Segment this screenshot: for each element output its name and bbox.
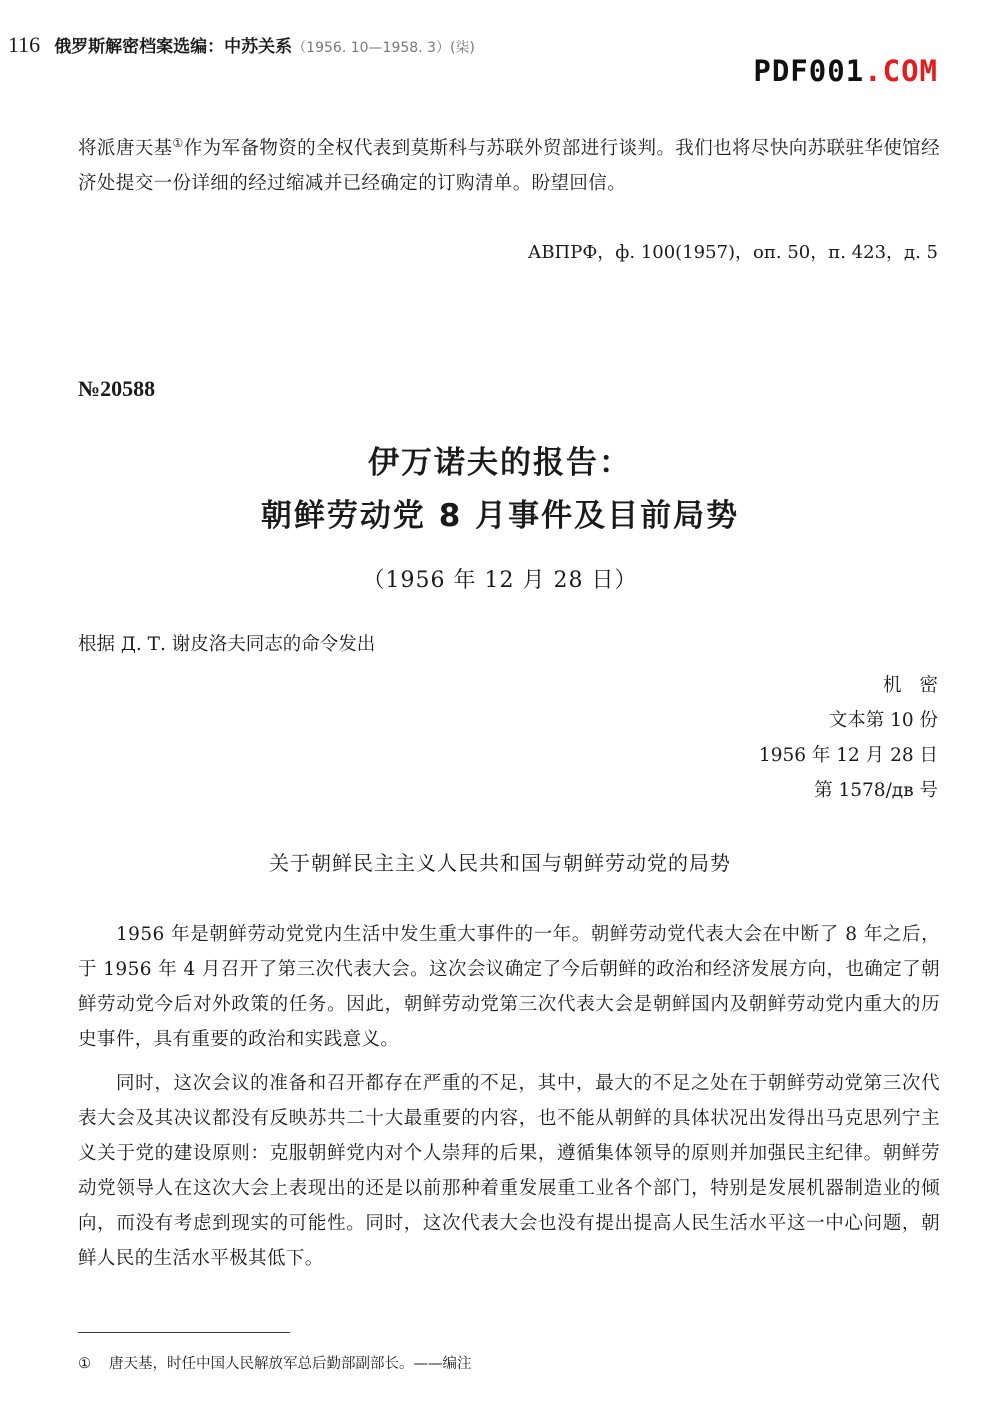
- footnote-text: 唐天基，时任中国人民解放军总后勤部副部长。——编注: [109, 1356, 472, 1372]
- document-title: [0, 437, 1000, 543]
- title-line-2: 朝鲜劳动党 8 月事件及目前局势: [260, 498, 740, 534]
- archive-reference: АВПРФ，ф. 100(1957)，оп. 50，п. 423，д. 5: [527, 242, 938, 263]
- watermark-red-part: .COM: [864, 54, 938, 88]
- body-paragraph-1: 1956 年是朝鲜劳动党党内生活中发生重大事件的一年。朝鲜劳动党代表大会在中断了 8 年之后，于 1956 年 4 月召开了第三次代表大会。这次会议确定了今后朝鲜的政治和经济发展方向，也确定了朝鲜劳动党今后对外政策的任务。因此，朝鲜劳动党第三次代表大会是朝鲜国内及朝鲜劳动党内重大的历史事件，具有重要的政治和实践意义。: [78, 924, 940, 1050]
- title-line-1: 伊万诺夫的报告：: [368, 445, 632, 481]
- footnote-divider: [78, 1332, 290, 1333]
- continuation-paragraph: [78, 126, 940, 201]
- footnote-reference: ①: [172, 136, 184, 150]
- watermark-black-part: PDF001: [753, 54, 865, 88]
- body-paragraph-2: 同时，这次会议的准备和召开都存在严重的不足，其中，最大的不足之处在于朝鲜劳动党第三次代表大会及其决议都没有反映苏共二十大最重要的内容，也不能从朝鲜的具体状况出发得出马克思列宁主义关于党的建设原则：克服朝鲜党内对个人崇拜的后果，遵循集体领导的原则并加强民主纪律。朝鲜劳动党领导人在这次大会上表现出的还是以前那种着重发展重工业各个部门，特别是发展机器制造业的倾向，而没有考虑到现实的可能性。同时，这次代表大会也没有提出提高人民生活水平这一中心问题，朝鲜人民的生活水平极其低下。: [78, 1073, 940, 1269]
- meta-number: 第 1578/дв 号: [814, 780, 938, 801]
- running-header: [0, 30, 475, 63]
- page-number: 116: [8, 32, 41, 57]
- footnote: [78, 1352, 472, 1373]
- footnote-mark: ①: [78, 1356, 91, 1372]
- meta-date: 1956 年 12 月 28 日: [758, 745, 938, 766]
- document-meta: [758, 668, 956, 808]
- meta-copy: 文本第 10 份: [828, 710, 938, 731]
- continuation-text-rest: 作为军备物资的全权代表到莫斯科与苏联外贸部进行谈判。我们也将尽快向苏联驻华使馆经济处提交一份详细的经过缩减并已经确定的订购清单。盼望回信。: [78, 138, 940, 194]
- order-line: 根据 Д. Т. 谢皮洛夫同志的命令发出: [78, 634, 376, 655]
- continuation-text-start: 将派唐天基: [78, 138, 173, 159]
- running-subtitle: （1956. 10—1958. 3）(柒): [292, 40, 475, 56]
- document-number: №20588: [78, 376, 156, 401]
- document-date: （1956 年 12 月 28 日）: [362, 568, 638, 593]
- meta-confidential: 机密: [882, 675, 956, 696]
- section-title: 关于朝鲜民主主义人民共和国与朝鲜劳动党的局势: [269, 851, 731, 875]
- watermark-logo: [753, 54, 938, 88]
- running-title: 俄罗斯解密档案选编：中苏关系: [54, 37, 293, 57]
